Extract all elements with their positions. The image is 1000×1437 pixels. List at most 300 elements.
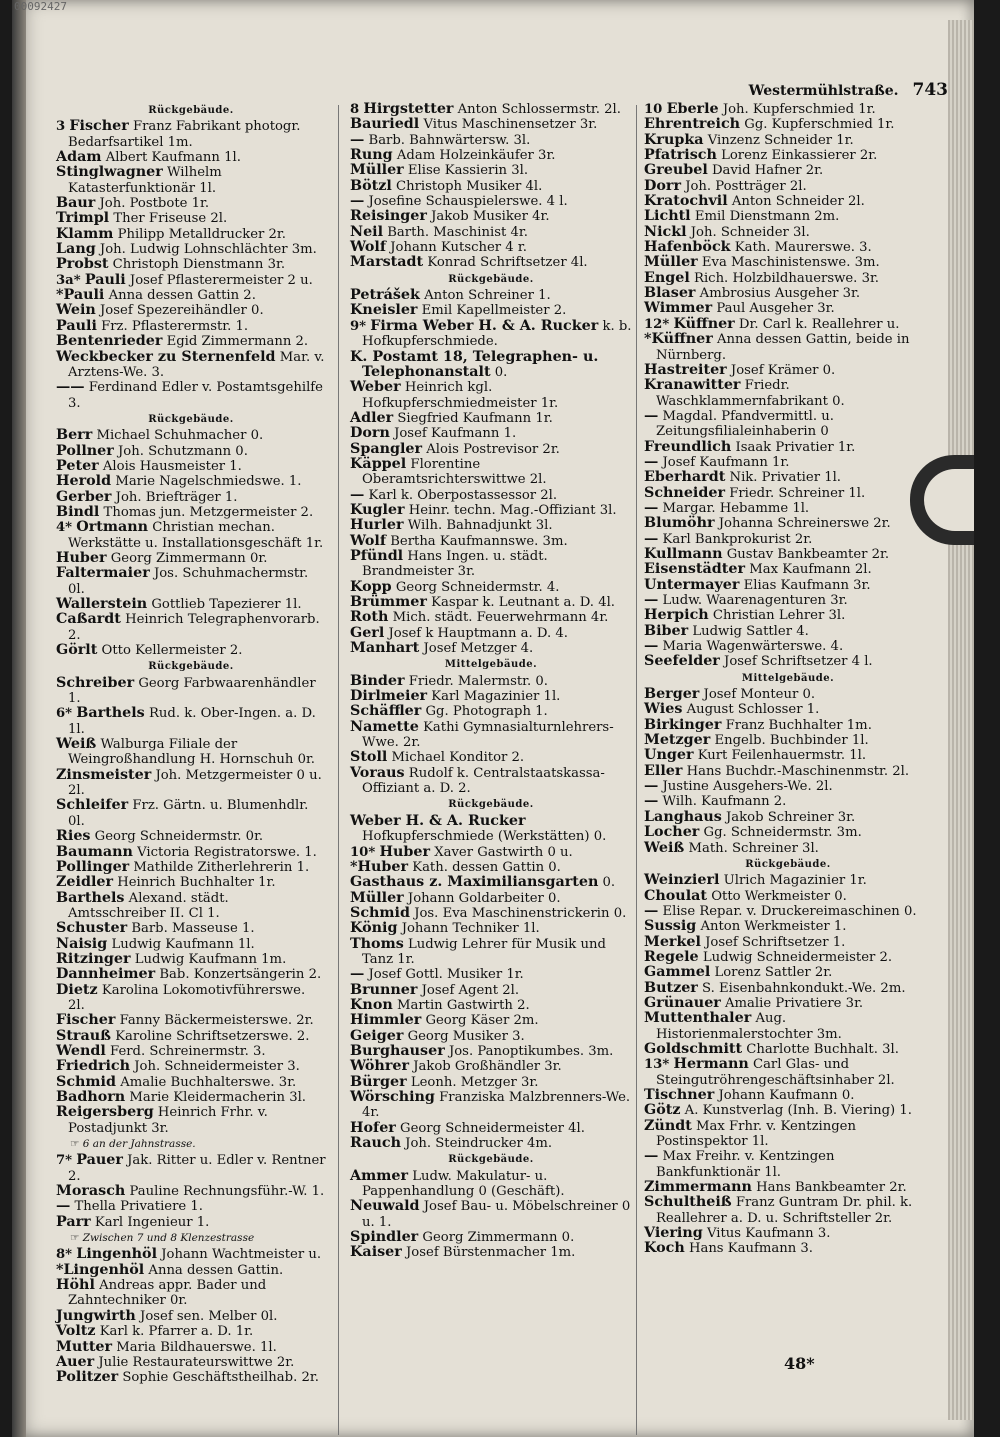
directory-entry (56, 952, 326, 967)
resident-surname: Zinsmeister (56, 766, 152, 783)
resident-surname: Schleifer (56, 797, 129, 814)
resident-surname: Muttenthaler (644, 1010, 752, 1027)
resident-details: Hans Kaufmann 3. (688, 1241, 813, 1257)
resident-surname: Marstadt (350, 254, 424, 271)
resident-details: 0. (602, 875, 616, 891)
house-number: 8 (350, 102, 360, 117)
resident-details: Elise Repar. v. Druckereimaschinen 0. (662, 903, 917, 919)
resident-surname: — (350, 486, 365, 503)
directory-entry (350, 442, 632, 457)
directory-entry (56, 829, 326, 844)
directory-entry (56, 1013, 326, 1028)
resident-details: Georg Musiker 3. (407, 1028, 525, 1044)
resident-surname: —— (56, 379, 85, 396)
resident-surname: Bentenrieder (56, 333, 163, 350)
resident-surname: Caßardt (56, 611, 121, 628)
resident-surname: Zündt (644, 1117, 692, 1134)
cross-street-note: ☞ Zwischen 7 und 8 Klenzestrasse (56, 1231, 326, 1246)
resident-details: Josef Bau- u. Möbelschreiner 0 u. 1. (362, 1199, 631, 1230)
resident-details: Josef Kaufmann 1r. (662, 454, 790, 470)
resident-details: Hans Buchdr.-Maschinenmstr. 2l. (686, 763, 910, 779)
resident-details: Gg. Kupferschmied 1r. (744, 117, 895, 133)
house-number: 10 (644, 102, 663, 117)
resident-surname: Weber (350, 379, 401, 396)
directory-entry (350, 549, 632, 580)
directory-entry (350, 845, 632, 860)
resident-details: Max Frhr. v. Kentzingen Postinspektor 1l. (656, 1118, 856, 1150)
resident-details: Anna dessen Gattin. (148, 1262, 284, 1278)
resident-details: Karolina Lokomotivführerswe. 2l. (68, 982, 306, 1013)
directory-entry (350, 998, 632, 1013)
resident-details: Marie Kleidermacherin 3l. (129, 1090, 306, 1105)
resident-details: Anton Schneider 2l. (731, 194, 865, 210)
resident-details: Georg Käser 2m. (425, 1013, 539, 1029)
directory-entry (644, 810, 932, 825)
resident-details: Joh. Steindrucker 4m. (405, 1136, 553, 1152)
resident-details: Georg Schneidermstr. 0r. (94, 829, 264, 845)
resident-details: Jakob Großhändler 3r. (413, 1059, 562, 1075)
cross-street-note: ☞ 6 an der Jahnstrasse. (56, 1137, 326, 1152)
directory-entry (56, 288, 326, 303)
directory-entry (350, 674, 632, 689)
resident-surname: Kranawitter (644, 377, 741, 394)
resident-details: Ludw. Waarenagenturen 3r. (662, 593, 848, 608)
resident-details: Ludwig Sattler 4. (692, 623, 809, 639)
directory-entry (644, 301, 932, 316)
resident-surname: Binder (350, 672, 405, 689)
resident-surname: Dietz (56, 981, 98, 998)
resident-surname: Kaiser (350, 1244, 402, 1261)
page-header (748, 80, 948, 102)
directory-entry (350, 1059, 632, 1074)
resident-surname: Manhart (350, 640, 420, 657)
directory-entry (350, 610, 632, 625)
directory-entry (56, 273, 326, 288)
house-number: 10* (350, 844, 376, 860)
directory-entry (644, 639, 932, 654)
resident-surname: Schreiber (56, 674, 135, 691)
resident-surname: Wendl (56, 1042, 106, 1059)
directory-entry (56, 891, 326, 922)
resident-surname: Geiger (350, 1027, 404, 1044)
directory-entry (350, 906, 632, 921)
house-number: 7* (56, 1153, 73, 1169)
resident-surname: Adam (56, 149, 102, 166)
resident-surname: — (644, 638, 659, 655)
resident-surname: Rung (350, 147, 393, 164)
resident-surname: Ehrentreich (644, 116, 741, 133)
resident-surname: Zimmermann (644, 1179, 752, 1196)
resident-surname: Gammel (644, 964, 711, 981)
resident-surname: Schuster (56, 920, 128, 937)
directory-entry (350, 1245, 632, 1260)
directory-entry (350, 1090, 632, 1121)
directory-entry (644, 935, 932, 950)
resident-details: Georg Zimmermann 0. (422, 1230, 575, 1246)
resident-details: Barth. Maschinist 4r. (387, 224, 528, 240)
resident-surname: Greubel (644, 162, 708, 179)
resident-details: Josef Bürstenmacher 1m. (406, 1245, 576, 1261)
resident-surname: Bindl (56, 503, 100, 520)
resident-surname: Bötzl (350, 177, 392, 194)
section-subheading: Mittelgebäude. (741, 672, 835, 684)
directory-entry (350, 580, 632, 595)
resident-surname: Weinzierl (644, 872, 720, 889)
directory-entry (56, 1184, 326, 1199)
directory-entry (56, 1324, 326, 1339)
resident-surname: Jungwirth (56, 1307, 136, 1324)
resident-details: Jakob Schreiner 3r. (726, 809, 856, 825)
resident-surname: Locher (644, 824, 700, 841)
resident-surname: Berr (56, 427, 93, 444)
resident-surname: Schmid (56, 1073, 116, 1090)
resident-surname: Reisinger (350, 208, 427, 225)
resident-details: David Hafner 2r. (711, 163, 824, 179)
resident-details: Johann Kutscher 4 r. (390, 240, 527, 256)
resident-surname: Peter (56, 457, 99, 474)
resident-details: Maria Bildhauerswe. 1l. (116, 1339, 277, 1355)
resident-details: Joh. Postträger 2l. (685, 178, 807, 194)
resident-details: Friedr. Schreiner 1l. (729, 485, 866, 501)
directory-entry (56, 474, 326, 489)
resident-details: Alois Hausmeister 1. (102, 458, 242, 474)
directory-entry (644, 547, 932, 562)
directory-entry (644, 1088, 932, 1103)
resident-details: Josef k Hauptmann a. D. 4. (388, 625, 568, 641)
resident-details: 0. (494, 364, 508, 380)
house-number: 3 (56, 119, 66, 135)
resident-details: Alois Postrevisor 2r. (426, 441, 560, 457)
resident-details: Adam Holzeinkäufer 3r. (396, 148, 556, 164)
resident-details: Max Kaufmann 2l. (749, 562, 872, 578)
resident-surname: Probst (56, 256, 109, 273)
resident-details: Mathilde Zitherlehrerin 1. (133, 859, 310, 875)
resident-details: Kaspar k. Leutnant a. D. 4l. (431, 595, 615, 610)
resident-surname: — (644, 499, 659, 516)
section-subheading: Rückgebäude. (448, 273, 534, 285)
directory-entry (644, 981, 932, 996)
resident-surname: Krupka (644, 131, 704, 148)
resident-surname: Pollinger (56, 858, 130, 875)
scan-id: 00092427 (14, 0, 67, 13)
resident-details: Josef Metzger 4. (423, 641, 534, 657)
section-subheading: Mittelgebäude. (444, 659, 538, 671)
directory-entry (56, 428, 326, 443)
resident-surname: Schäffler (350, 703, 422, 720)
resident-details: Leonh. Metzger 3r. (410, 1074, 539, 1090)
resident-surname: Hafenböck (644, 239, 731, 256)
resident-surname: Stoll (350, 749, 388, 766)
directory-entry (350, 350, 632, 381)
resident-details: Josef Agent 2l. (421, 982, 520, 998)
directory-entry (350, 766, 632, 797)
resident-details: Josef Schriftsetzer 1. (705, 934, 846, 950)
resident-details: Michael Konditor 2. (391, 750, 525, 766)
directory-entry (644, 733, 932, 748)
directory-entry (644, 532, 932, 547)
resident-surname: Hirgstetter (363, 101, 454, 117)
directory-entry (56, 242, 326, 257)
directory-entry (56, 1153, 326, 1184)
resident-surname: *Pauli (56, 287, 105, 304)
resident-details: Friedr. Waschklammernfabrikant 0. (656, 378, 845, 409)
resident-details: Albert Kaufmann 1l. (105, 150, 241, 166)
directory-entry (56, 350, 326, 381)
resident-surname: Müller (350, 162, 404, 179)
resident-surname: Adler (350, 409, 394, 426)
resident-surname: *Huber (350, 858, 409, 875)
directory-entry (350, 209, 632, 224)
directory-entry (644, 950, 932, 965)
resident-surname: Biber (644, 622, 689, 639)
resident-surname: Dorn (350, 425, 390, 442)
house-number: 12* (644, 316, 670, 332)
resident-surname: Spangler (350, 440, 423, 457)
resident-details: Jak. Ritter u. Edler v. Rentner 2. (68, 1153, 326, 1184)
resident-details: Gustav Bankbeamter 2r. (726, 546, 890, 562)
resident-surname: Käppel (350, 455, 407, 472)
directory-entry (644, 363, 932, 378)
directory-entry (350, 319, 632, 350)
resident-details: Georg Schneidermeister 4l. (400, 1120, 585, 1136)
directory-entry (644, 1042, 932, 1057)
directory-entry (350, 595, 632, 610)
resident-details: Vitus Maschinensetzer 3r. (423, 117, 598, 133)
resident-details: Nik. Privatier 1l. (729, 470, 841, 486)
directory-entry (350, 1029, 632, 1044)
directory-entry (350, 457, 632, 488)
directory-entry (350, 1230, 632, 1245)
resident-details: Johann Techniker 1l. (401, 921, 540, 937)
directory-entry (350, 860, 632, 875)
resident-details: Amalie Buchhalterswe. 3r. (120, 1074, 297, 1090)
resident-surname: Voraus (350, 764, 405, 781)
directory-entry (56, 551, 326, 566)
section-subheading: Rückgebäude. (148, 661, 234, 673)
resident-details: Wilh. Bahnadjunkt 3l. (407, 518, 553, 534)
section-subheading: Rückgebäude. (148, 413, 234, 425)
directory-entry (350, 133, 632, 148)
resident-details: Heinrich kgl. Hofkupferschmiedmeister 1r. (362, 380, 559, 411)
resident-details: Anton Werkmeister 1. (700, 919, 847, 935)
resident-surname: Müller (350, 889, 404, 906)
directory-entry (350, 255, 632, 270)
directory-entry (56, 1370, 326, 1385)
directory-entry (56, 334, 326, 349)
resident-surname: Dirlmeier (350, 688, 428, 705)
directory-entry (350, 1136, 632, 1151)
resident-surname: K. Postamt 18, Telegraphen- u. Telephonanstalt (350, 348, 599, 380)
resident-details: Konrad Schriftsetzer 4l. (427, 255, 588, 271)
resident-surname: Schneider (644, 484, 725, 501)
resident-details: Josef Schriftsetzer 4 l. (724, 654, 873, 670)
directory-entry (56, 459, 326, 474)
directory-entry (644, 179, 932, 194)
directory-entry (644, 996, 932, 1011)
column-divider (338, 105, 339, 1435)
resident-surname: Strauß (56, 1027, 111, 1044)
directory-entry (56, 1247, 326, 1262)
resident-surname: Wolf (350, 532, 387, 549)
resident-surname: Mutter (56, 1338, 113, 1355)
resident-surname: Wies (644, 701, 683, 718)
directory-entry (350, 148, 632, 163)
resident-surname: Choulat (644, 887, 708, 904)
resident-surname: König (350, 920, 398, 937)
resident-details: Ther Friseuse 2l. (113, 211, 228, 227)
directory-entry (350, 194, 632, 209)
directory-entry (350, 641, 632, 656)
resident-surname: Götz (644, 1102, 681, 1119)
directory-entry (644, 889, 932, 904)
directory-entry (56, 676, 326, 707)
directory-entry (644, 779, 932, 794)
resident-surname: Engel (644, 269, 690, 286)
resident-surname: Weiß (56, 736, 97, 753)
resident-surname: Morasch (56, 1183, 126, 1200)
resident-details: Karl k. Pfarrer a. D. 1r. (99, 1324, 254, 1340)
resident-surname: Barthels (56, 889, 125, 906)
resident-details: Magdal. Pfandvermittl. u. Zeitungsfilialeinhaberin 0 (656, 408, 834, 440)
resident-details: Victoria Registratorswe. 1. (137, 844, 317, 860)
resident-details: Georg Zimmermann 0r. (110, 550, 268, 566)
resident-surname: Herpich (644, 607, 709, 624)
section-subheading: Rückgebäude. (448, 799, 534, 811)
resident-surname: Thoms (350, 935, 404, 952)
resident-details: Bertha Kaufmannswe. 3m. (390, 533, 568, 549)
page-edge-stack (948, 20, 974, 1420)
resident-surname: Viering (644, 1225, 703, 1242)
resident-details: Charlotte Buchhalt. 3l. (746, 1041, 899, 1057)
resident-details: Paul Ausgeher 3r. (716, 301, 835, 317)
resident-details: Karl k. Oberpostassessor 2l. (368, 487, 558, 503)
directory-entry (56, 227, 326, 242)
resident-surname: Eisenstädter (644, 561, 746, 578)
directory-page (12, 0, 974, 1437)
directory-entry (56, 1278, 326, 1309)
resident-details: Engelb. Buchbinder 1l. (714, 733, 869, 749)
resident-details: Aug. Historienmalerstochter 3m. (656, 1011, 842, 1042)
resident-details: Kurt Feilenhauermstr. 1l. (697, 748, 867, 764)
resident-details: Christoph Dienstmann 3r. (112, 257, 286, 273)
resident-surname: Brümmer (350, 594, 427, 610)
resident-surname: Voltz (56, 1323, 96, 1340)
directory-entry (644, 919, 932, 934)
directory-entry (56, 845, 326, 860)
resident-details: Julie Restaurateurswittwe 2r. (98, 1354, 295, 1370)
resident-surname: Bauriedl (350, 116, 420, 133)
resident-details: Frz. Gärtn. u. Blumenhdlr. 0l. (68, 798, 309, 829)
house-number: 6* (56, 706, 73, 722)
directory-entry (56, 211, 326, 226)
directory-entry (56, 444, 326, 459)
resident-surname: — (56, 1198, 71, 1215)
resident-details: Ambrosius Ausgeher 3r. (699, 286, 861, 302)
directory-entry (56, 196, 326, 211)
resident-surname: Politzer (56, 1369, 119, 1386)
resident-details: Friedr. Malermstr. 0. (408, 673, 548, 689)
directory-entry (56, 967, 326, 982)
resident-details: Johann Goldarbeiter 0. (407, 890, 561, 906)
resident-details: Josef Gottl. Musiker 1r. (368, 967, 524, 983)
resident-surname: Wöhrer (350, 1058, 409, 1075)
directory-entry (350, 288, 632, 303)
resident-details: Michael Schuhmacher 0. (96, 428, 264, 444)
resident-details: Kath. dessen Gattin 0. (412, 859, 561, 875)
directory-entry (644, 1180, 932, 1195)
resident-details: Egid Zimmermann 2. (166, 334, 309, 350)
resident-surname: — (644, 793, 659, 810)
resident-details: Elias Kaufmann 3r. (743, 577, 871, 593)
resident-details: Jakob Musiker 4r. (431, 209, 550, 225)
resident-details: Karl Bankprokurist 2r. (662, 531, 813, 547)
resident-details: Wilhelm Katasterfunktionär 1l. (68, 165, 222, 196)
directory-entry (56, 1044, 326, 1059)
resident-details: Joh. Ludwig Lohnschlächter 3m. (99, 242, 317, 258)
resident-surname: Schultheiß (644, 1194, 732, 1211)
resident-details: Josef Pflasterermeister 2 u. (129, 272, 313, 288)
resident-details: Ludwig Schneidermeister 2. (702, 949, 893, 965)
resident-details: Vinzenz Schneider 1r. (707, 132, 854, 148)
directory-entry (56, 706, 326, 737)
directory-entry (56, 1355, 326, 1370)
resident-surname: Eberle (666, 101, 719, 117)
resident-details: Johanna Schreinerswe 2r. (718, 516, 891, 532)
resident-surname: Klamm (56, 225, 114, 242)
resident-surname: Zeidler (56, 874, 114, 891)
directory-entry (644, 593, 932, 608)
resident-surname: Wimmer (644, 300, 713, 317)
resident-surname: Wörsching (350, 1089, 435, 1105)
resident-surname: Neuwald (350, 1198, 420, 1215)
resident-details: Alexand. städt. Amtsschreiber II. Cl 1. (68, 890, 229, 921)
directory-entry (644, 1149, 932, 1180)
directory-entry (644, 1103, 932, 1118)
resident-surname: Lichtl (644, 208, 691, 225)
resident-surname: Parr (56, 1213, 91, 1230)
column-2 (350, 102, 632, 1261)
directory-entry (644, 255, 932, 270)
directory-entry (56, 1215, 326, 1230)
resident-details: Rudolf k. Centralstaatskassa-Offiziant a. D. 2. (362, 765, 605, 797)
resident-surname: Gasthaus z. Maximiliansgarten (350, 874, 599, 891)
directory-entry (644, 486, 932, 501)
resident-surname: — (350, 131, 365, 148)
directory-entry (56, 1090, 326, 1105)
resident-details: Joh. Schneider 3l. (690, 224, 810, 240)
directory-entry (56, 150, 326, 165)
resident-details: Joh. Schutzmann 0. (118, 443, 248, 459)
directory-entry (56, 303, 326, 318)
directory-entry (350, 102, 632, 117)
directory-entry (56, 643, 326, 658)
directory-entry (56, 768, 326, 799)
resident-surname: Bürger (350, 1073, 407, 1090)
directory-entry (644, 271, 932, 286)
resident-surname: Blumöhr (644, 515, 715, 532)
resident-details: Gg. Photograph 1. (425, 704, 548, 720)
resident-surname: Blaser (644, 285, 696, 302)
resident-details: Emil Kapellmeister 2. (421, 303, 567, 319)
resident-surname: Stinglwagner (56, 164, 163, 181)
resident-details: Gottlieb Tapezierer 1l. (151, 597, 302, 612)
directory-entry (56, 165, 326, 196)
resident-details: Pauline Rechnungsführ.-W. 1. (129, 1184, 325, 1200)
resident-surname: Reigersberg (56, 1104, 154, 1121)
resident-details: Jos. Schuhmachermstr. 0l. (68, 566, 309, 597)
running-head: Westermühlstraße. (748, 83, 899, 99)
resident-surname: Auer (56, 1353, 95, 1370)
